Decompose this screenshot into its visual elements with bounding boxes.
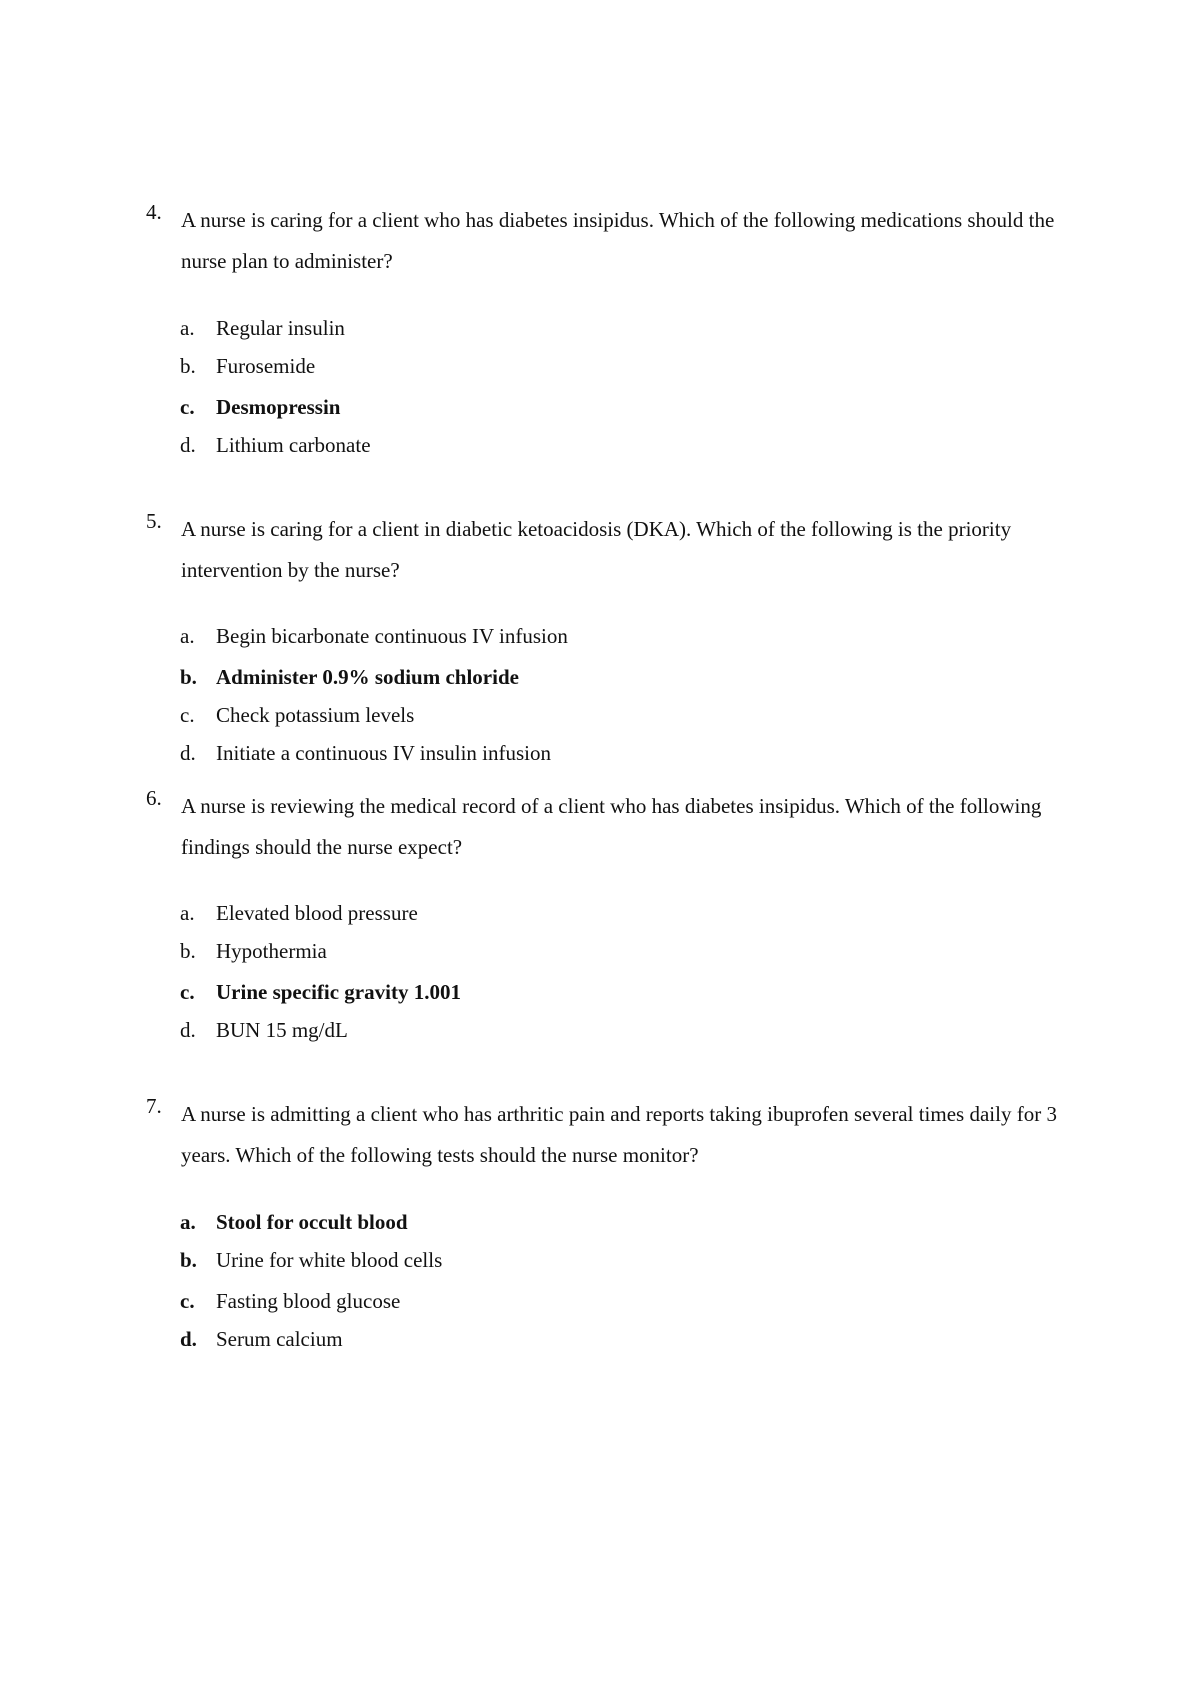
option-letter: c. [180,1289,195,1313]
option-letter: d. [180,1327,197,1351]
option-d [180,433,880,474]
option-letter: a. [180,624,195,648]
option-letter: d. [180,433,196,457]
question-text: A nurse is admitting a client who has arthritic pain and reports taking ibuprofen several times daily for 3 years. Which of the following tests should the nurse monitor? [181,1102,1057,1167]
question-7-options [180,1210,880,1368]
option-text: Check potassium levels [216,703,415,727]
option-a [180,901,880,942]
option-text: Regular insulin [216,316,345,340]
option-c [180,703,880,744]
option-c [180,980,880,1021]
option-a [180,316,880,357]
option-a [180,624,880,665]
question-number: 4. [146,200,162,224]
option-text: Urine for white blood cells [216,1248,443,1272]
option-text: BUN 15 mg/dL [216,1018,348,1042]
question-text: A nurse is caring for a client in diabetic ketoacidosis (DKA). Which of the following is the priority intervention by the nurse? [181,517,1012,582]
question-4-options [180,316,880,474]
option-a [180,1210,880,1251]
option-letter: c. [180,395,195,419]
option-letter: a. [180,1210,196,1234]
option-text: Initiate a continuous IV insulin infusion [216,741,551,765]
option-text: Furosemide [216,354,316,378]
option-letter: b. [180,1248,197,1272]
option-text: Urine specific gravity 1.001 [216,980,461,1004]
option-text: Desmopressin [216,395,341,419]
option-text: Hypothermia [216,939,327,963]
option-text: Elevated blood pressure [216,901,418,925]
option-text: Administer 0.9% sodium chloride [216,665,519,689]
option-b [180,1248,880,1289]
option-letter: b. [180,354,196,378]
option-text: Serum calcium [216,1327,343,1351]
option-letter: d. [180,1018,196,1042]
option-c [180,395,880,436]
option-letter: d. [180,741,196,765]
option-b [180,665,880,706]
question-6-options [180,901,880,1059]
question-number: 5. [146,509,162,533]
option-text: Stool for occult blood [216,1210,408,1234]
question-number: 7. [146,1094,162,1118]
option-b [180,939,880,980]
option-d [180,741,880,782]
question-text: A nurse is reviewing the medical record of a client who has diabetes insipidus. Which of the following findings should the nurse expect? [181,794,1042,859]
option-letter: a. [180,316,195,340]
option-d [180,1018,880,1059]
option-text: Begin bicarbonate continuous IV infusion [216,624,568,648]
option-b [180,354,880,395]
option-text: Lithium carbonate [216,433,371,457]
option-letter: b. [180,665,197,689]
option-letter: a. [180,901,195,925]
question-text: A nurse is caring for a client who has diabetes insipidus. Which of the following medications should the nurse plan to administer? [181,208,1055,273]
option-letter: c. [180,703,195,727]
option-letter: b. [180,939,196,963]
option-d [180,1327,880,1368]
question-number: 6. [146,786,162,810]
option-c [180,1289,880,1330]
option-letter: c. [180,980,195,1004]
option-text: Fasting blood glucose [216,1289,401,1313]
question-5-options [180,624,880,782]
